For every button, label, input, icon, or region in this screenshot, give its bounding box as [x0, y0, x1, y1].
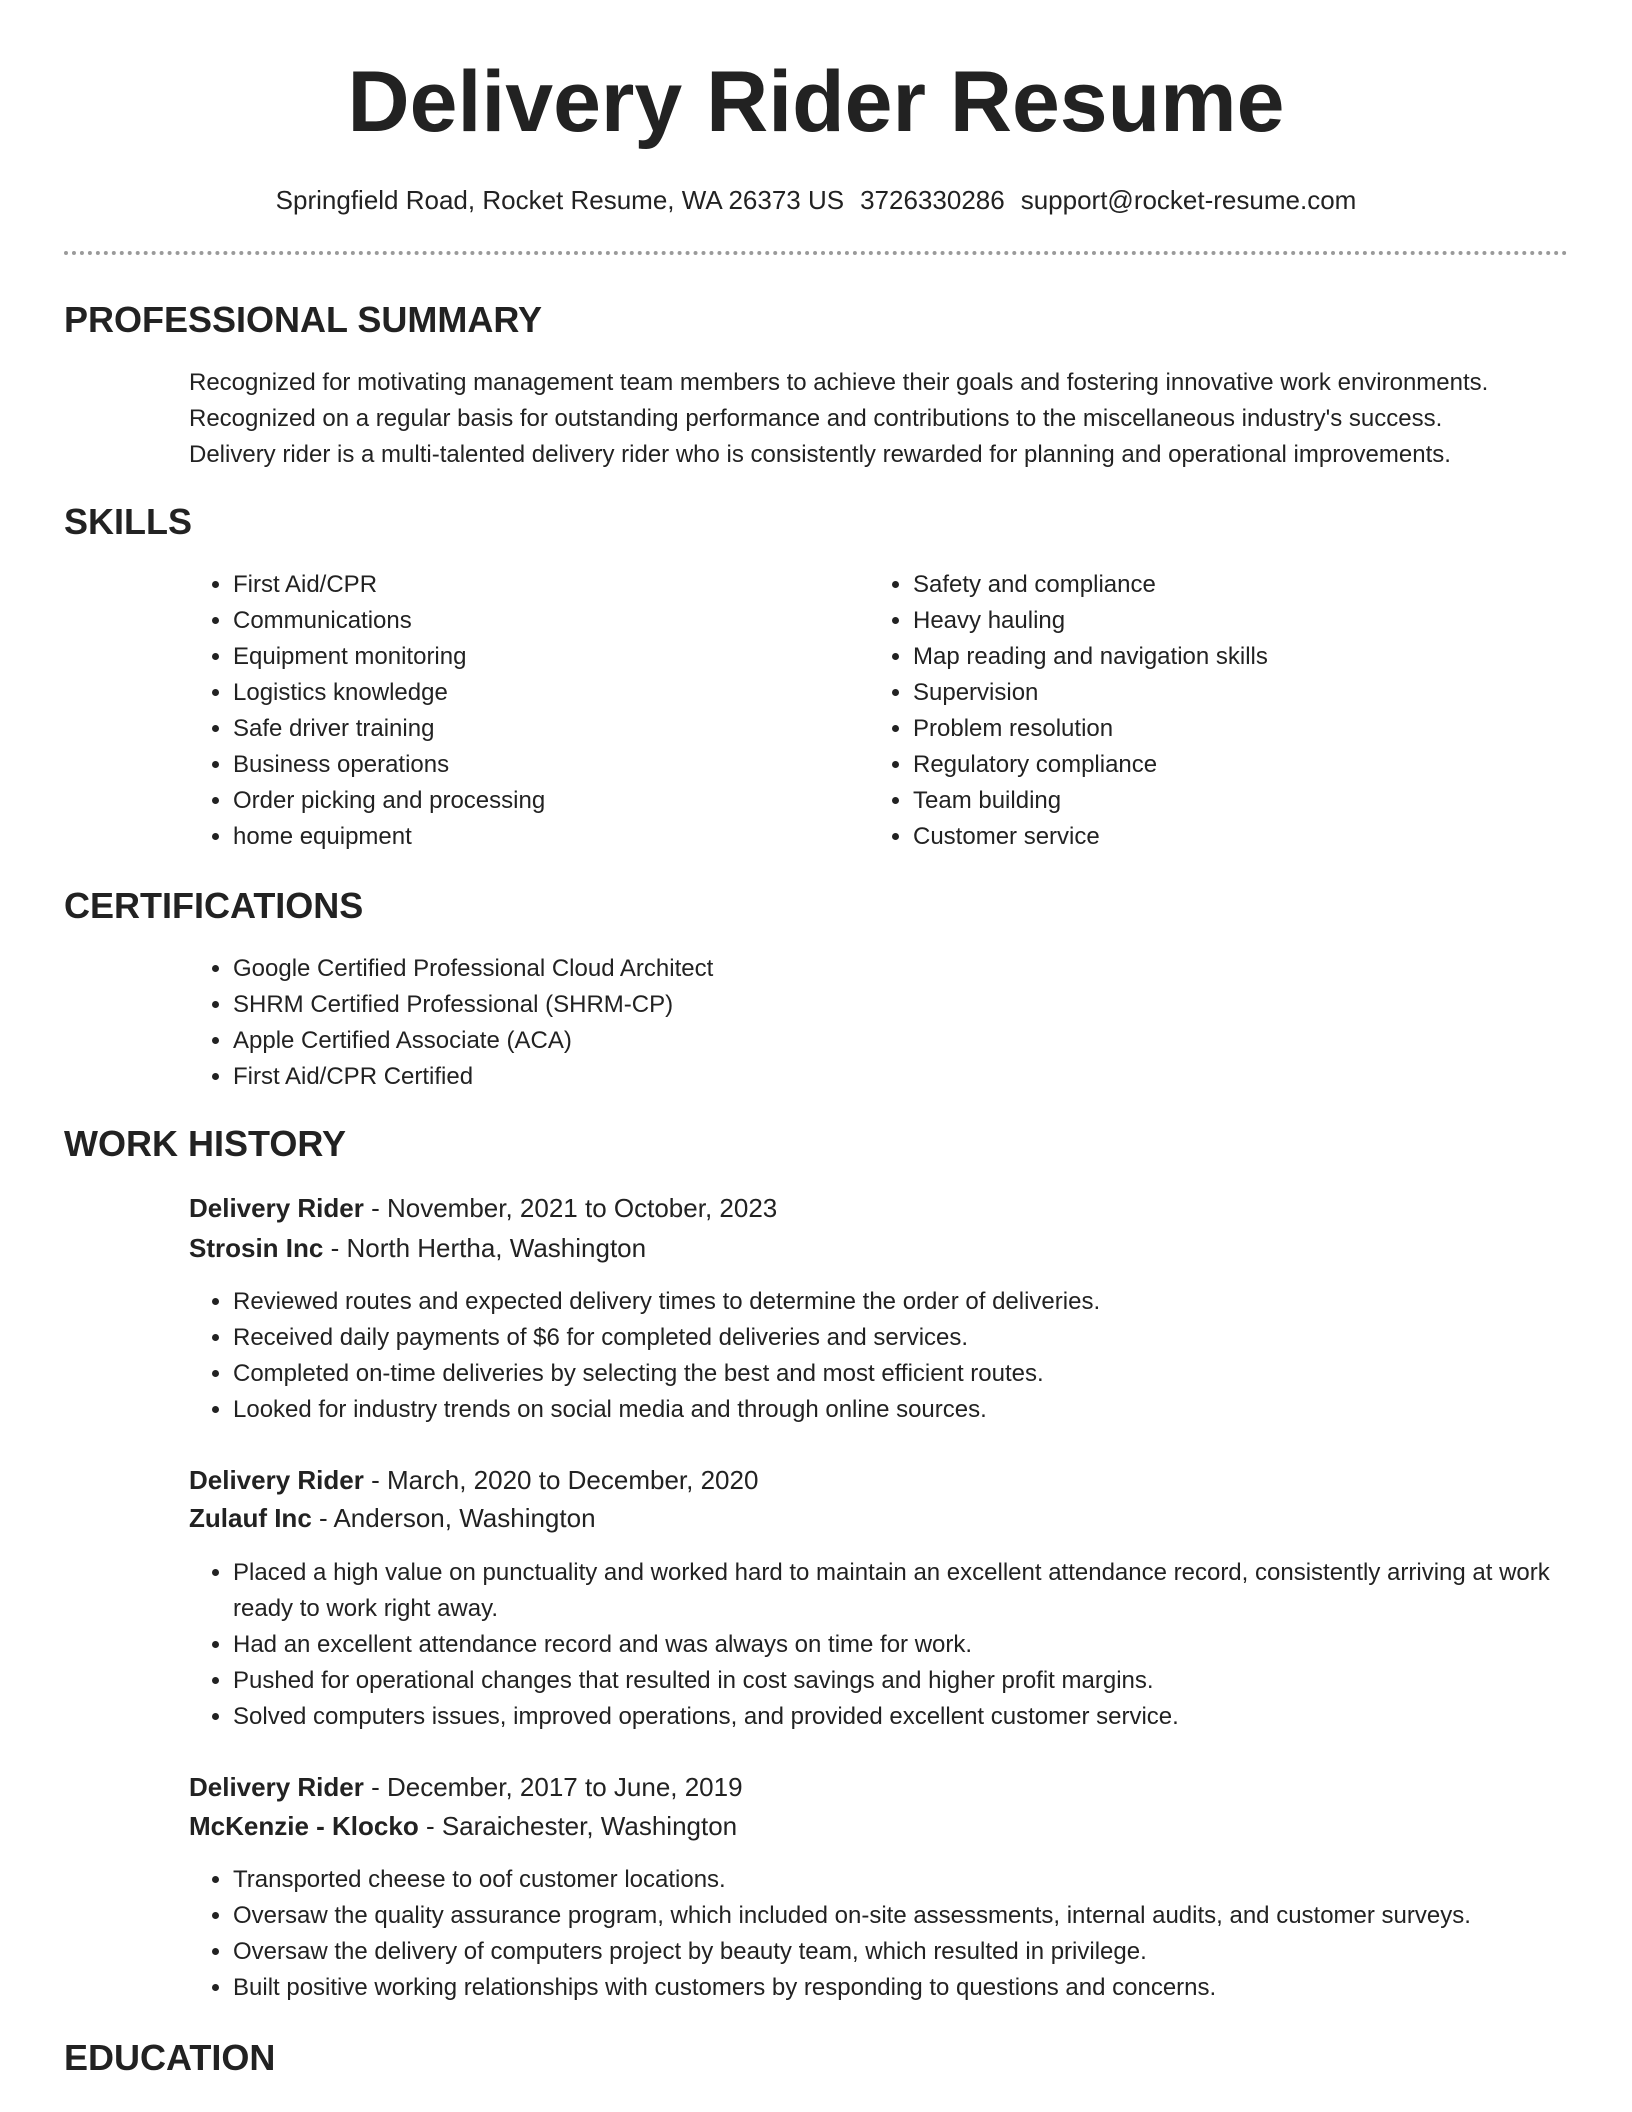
job-company-line	[189, 1808, 737, 1844]
job-bullet: • Received daily payments of $6 for completed deliveries and services.	[233, 1320, 1613, 1356]
skill-item: • Business operations	[233, 747, 853, 783]
skill-item: • Safety and compliance	[913, 567, 1533, 603]
summary-heading: PROFESSIONAL SUMMARY	[64, 299, 543, 340]
job-bullet: • Oversaw the quality assurance program, which included on-site assessments, internal audits, and customer surveys.	[233, 1898, 1613, 1934]
job-bullet: • Looked for industry trends on social media and through online sources.	[233, 1392, 1613, 1428]
job-title: Delivery Rider	[189, 1193, 364, 1223]
certification-item: • First Aid/CPR Certified	[233, 1059, 1533, 1095]
summary-line: Delivery rider is a multi-talented delivery rider who is consistently rewarded for planning and operational improvements.	[189, 441, 1451, 468]
job-bullets	[189, 1862, 1613, 2006]
job-company: Zulauf Inc	[189, 1503, 312, 1533]
job-location: - Anderson, Washington	[311, 1503, 596, 1533]
skill-item: • Regulatory compliance	[913, 747, 1533, 783]
skill-item: • Communications	[233, 603, 853, 639]
contact-phone: 3726330286	[860, 185, 1005, 215]
skill-item: • Equipment monitoring	[233, 639, 853, 675]
job-dates: - December, 2017 to June, 2019	[363, 1772, 743, 1802]
education-heading: EDUCATION	[64, 2037, 276, 2078]
job-company: Strosin Inc	[189, 1233, 324, 1263]
job-bullet: • Oversaw the delivery of computers project by beauty team, which resulted in privilege.	[233, 1934, 1613, 1970]
skill-item: • Customer service	[913, 819, 1533, 855]
job-company-line	[189, 1500, 596, 1536]
job-bullet: • Completed on-time deliveries by selecting the best and most efficient routes.	[233, 1356, 1613, 1392]
job-title-line	[189, 1190, 777, 1226]
job-bullet: • Transported cheese to oof customer locations.	[233, 1862, 1613, 1898]
certification-item: • SHRM Certified Professional (SHRM-CP)	[233, 987, 1533, 1023]
summary-line: Recognized for motivating management team members to achieve their goals and fostering innovative work environments.	[189, 369, 1489, 396]
job-title: Delivery Rider	[189, 1772, 364, 1802]
skills-list-left	[189, 567, 853, 855]
job-bullet: • Solved computers issues, improved operations, and provided excellent customer service.	[233, 1699, 1613, 1735]
certification-item: • Google Certified Professional Cloud Architect	[233, 951, 1533, 987]
job-company-line	[189, 1230, 646, 1266]
skill-item: • Order picking and processing	[233, 783, 853, 819]
job-dates: - November, 2021 to October, 2023	[363, 1193, 778, 1223]
job-bullet: • Reviewed routes and expected delivery times to determine the order of deliveries.	[233, 1284, 1613, 1320]
certification-item: • Apple Certified Associate (ACA)	[233, 1023, 1533, 1059]
job-title-line	[189, 1769, 743, 1805]
skill-item: • home equipment	[233, 819, 853, 855]
contact-line	[0, 182, 1632, 218]
job-company: McKenzie - Klocko	[189, 1811, 419, 1841]
summary-text	[189, 365, 1589, 473]
job-bullet: • Pushed for operational changes that resulted in cost savings and higher profit margins.	[233, 1663, 1613, 1699]
skills-list-right	[869, 567, 1533, 855]
skill-item: • Team building	[913, 783, 1533, 819]
job-bullets	[189, 1555, 1613, 1735]
job-title: Delivery Rider	[189, 1465, 364, 1495]
skills-heading: SKILLS	[64, 501, 193, 542]
contact-email: support@rocket-resume.com	[1020, 185, 1357, 215]
job-bullet: • Built positive working relationships with customers by responding to questions and concerns.	[233, 1970, 1613, 2006]
job-bullet: • Had an excellent attendance record and was always on time for work.	[233, 1627, 1613, 1663]
skill-item: • Heavy hauling	[913, 603, 1533, 639]
header-divider	[64, 251, 1568, 255]
job-location: - Saraichester, Washington	[418, 1811, 738, 1841]
contact-address: Springfield Road, Rocket Resume, WA 26373 US	[275, 185, 845, 215]
job-title-line	[189, 1462, 758, 1498]
skill-item: • First Aid/CPR	[233, 567, 853, 603]
job-dates: - March, 2020 to December, 2020	[363, 1465, 759, 1495]
job-bullets	[189, 1284, 1613, 1428]
resume-title: Delivery Rider Resume	[347, 54, 1285, 150]
summary-line: Recognized on a regular basis for outstanding performance and contributions to the miscellaneous industry's success.	[189, 405, 1443, 432]
certifications-heading: CERTIFICATIONS	[64, 885, 364, 926]
skill-item: • Safe driver training	[233, 711, 853, 747]
skill-item: • Problem resolution	[913, 711, 1533, 747]
work-history-heading: WORK HISTORY	[64, 1123, 347, 1164]
skill-item: • Map reading and navigation skills	[913, 639, 1533, 675]
job-bullet: • Placed a high value on punctuality and worked hard to maintain an excellent attendance record, consistently arriving at work ready to work right away.	[233, 1555, 1613, 1627]
skill-item: • Logistics knowledge	[233, 675, 853, 711]
skill-item: • Supervision	[913, 675, 1533, 711]
job-location: - North Hertha, Washington	[323, 1233, 647, 1263]
certifications-list	[189, 951, 1533, 1095]
